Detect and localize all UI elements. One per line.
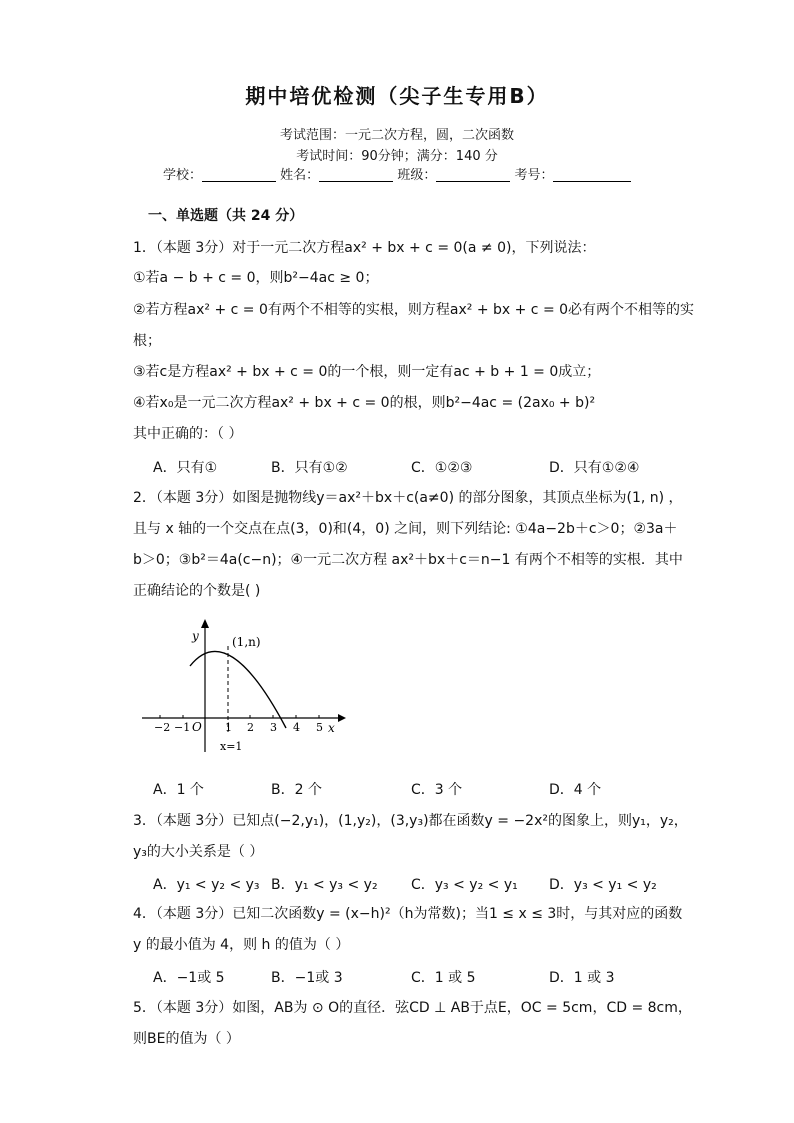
number-blank [553,167,631,182]
y-axis-arrow [201,619,209,628]
school-blank [202,167,276,182]
q1-statement-2a: ②若方程ax² + c = 0有两个不相等的实根，则方程ax² + bx + c = 0必有两个不相等的实 [133,302,695,318]
q2-line-3: b＞0；③b²＝4a(c−n)；④一元二次方程 ax²＋bx＋c＝n−1 有两个不相等的实根．其中 [133,552,683,568]
q4-line-2: y 的最小值为 4，则 h 的值为（ ） [133,937,350,953]
q5-line-1: 5．（本题 3分）如图，AB为 ⊙ O的直径．弦CD ⊥ AB于点E，OC = 5cm，CD = 8cm， [133,1000,692,1016]
exam-scope: 考试范围：一元二次方程，圆，二次函数 [279,128,514,143]
q2-option-c[interactable]: C．3 个 [411,782,463,798]
tick-label: 2 [247,721,254,734]
q1-statement-3: ③若c是方程ax² + bx + c = 0的一个根，则一定有ac + b + 1 = 0成立； [133,364,601,380]
q1-option-b[interactable]: B．只有①② [271,460,348,476]
q3-line-1: 3．（本题 3分）已知点(−2,y₁)，(1,y₂)，(3,y₃)都在函数y = −2x²的图象上，则y₁，y₂， [133,813,688,829]
symmetry-axis-label: x=1 [220,740,243,753]
q1-statement-4: ④若x₀是一元二次方程ax² + bx + c = 0的根，则b²−4ac = (2ax₀ + b)² [133,395,596,411]
section-heading: 一、单选题（共 24 分） [148,208,304,224]
tick-label: −1 [174,721,191,734]
tick-label: −2 [154,721,171,734]
q5-line-2: 则BE的值为（ ） [133,1031,240,1047]
q1-option-d[interactable]: D．只有①②④ [549,460,640,476]
x-axis-label: x [328,721,335,735]
exam-time: 考试时间：90分钟；满分：140 分 [296,149,498,164]
q3-line-2: y₃的大小关系是（ ） [133,844,264,860]
q4-option-d[interactable]: D．1 或 3 [549,970,615,986]
q1-ask: 其中正确的：（ ） [133,426,243,442]
q2-line-2: 且与 x 轴的一个交点在点(3，0)和(4，0) 之间，则下列结论: ①4a−2b＋c＞0；②3a＋ [133,521,678,537]
tick-label: 4 [293,721,300,734]
q1-stem: 1．（本题 3分）对于一元二次方程ax² + bx + c = 0(a ≠ 0)，下列说法： [133,240,596,256]
q2-option-b[interactable]: B．2 个 [271,782,322,798]
q2-line-4: 正确结论的个数是( ) [133,583,261,599]
q4-option-c[interactable]: C．1 或 5 [411,970,476,986]
vertex-label: (1,n) [232,635,261,649]
q1-option-c[interactable]: C．①②③ [411,460,473,476]
q4-option-b[interactable]: B．−1或 3 [271,970,343,986]
number-label: 考号： [514,168,554,183]
q4-line-1: 4．（本题 3分）已知二次函数y = (x−h)²（h为常数)；当1 ≤ x ≤ 3时，与其对应的函数 [133,906,683,922]
tick-label: 5 [316,721,323,734]
q2-option-a[interactable]: A．1 个 [153,782,204,798]
q1-statement-1: ①若a − b + c = 0，则b²−4ac ≥ 0； [133,270,379,286]
q1-statement-2b: 根； [133,333,161,349]
x-axis-arrow [338,714,346,722]
parabola-graph [140,618,350,758]
tick-label: 1 [225,721,232,734]
name-blank [319,167,393,182]
q3-option-b[interactable]: B．y₁ < y₃ < y₂ [271,877,378,893]
q1-option-a[interactable]: A．只有① [153,460,218,476]
student-info-row [163,164,631,183]
class-label: 班级： [397,168,437,183]
q2-line-1: 2．（本题 3分）如图是抛物线y＝ax²＋bx＋c(a≠0) 的部分图象，其顶点坐标为(1, n) ， [133,490,683,506]
q3-option-d[interactable]: D．y₃ < y₁ < y₂ [549,877,657,893]
q3-option-a[interactable]: A．y₁ < y₂ < y₃ [153,877,260,893]
origin-label: O [192,720,202,734]
q2-option-d[interactable]: D．4 个 [549,782,602,798]
y-axis-label: y [192,629,199,643]
class-blank [436,167,510,182]
q4-option-a[interactable]: A．−1或 5 [153,970,225,986]
name-label: 姓名： [280,168,320,183]
q3-option-c[interactable]: C．y₃ < y₂ < y₁ [411,877,518,893]
parabola-curve [190,651,286,728]
tick-label: 3 [270,721,277,734]
school-label: 学校： [163,168,203,183]
page-title: 期中培优检测（尖子生专用B） [245,84,549,108]
